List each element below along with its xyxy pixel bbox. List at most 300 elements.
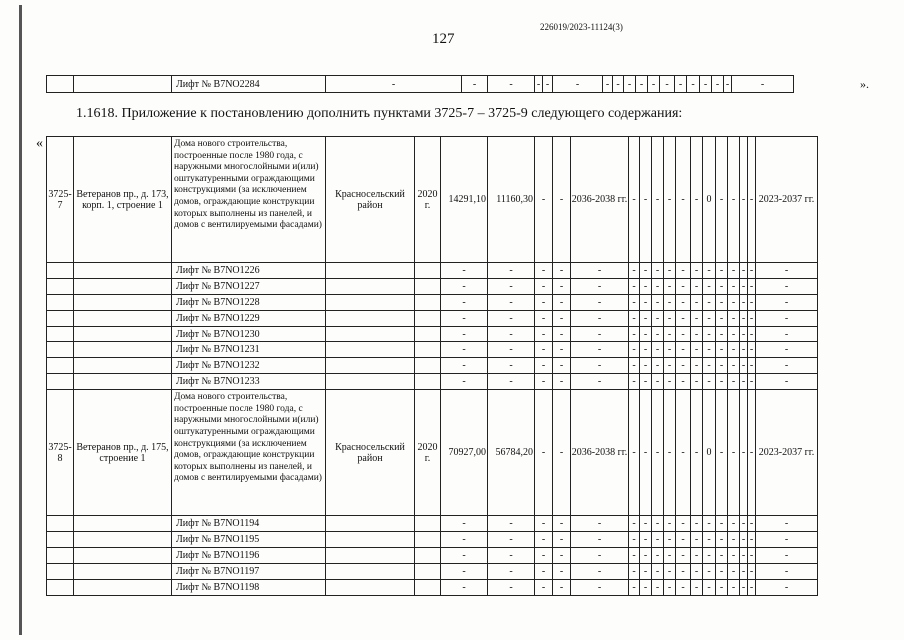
table-cell: - — [740, 342, 748, 358]
table-cell: - — [748, 516, 756, 532]
table-cell: - — [664, 278, 676, 294]
table-cell: - — [535, 516, 553, 532]
table-cell: - — [676, 137, 691, 263]
table-cell: - — [640, 326, 652, 342]
table-cell: - — [629, 532, 640, 548]
table-cell: - — [629, 374, 640, 390]
table-cell: - — [488, 278, 535, 294]
table-cell: - — [728, 532, 740, 548]
table-cell: - — [676, 547, 691, 563]
table-cell: - — [740, 310, 748, 326]
record-area-living: 56784,20 — [488, 390, 535, 516]
table-cell: - — [629, 263, 640, 279]
lift-row — [47, 532, 818, 548]
table-cell: - — [716, 563, 728, 579]
table-cell: - — [676, 579, 691, 595]
table-cell: - — [756, 579, 818, 595]
table-cell: - — [740, 326, 748, 342]
table-cell: - — [676, 278, 691, 294]
table-cell: - — [728, 310, 740, 326]
table-cell: - — [553, 278, 571, 294]
table-cell: - — [488, 263, 535, 279]
table-cell: - — [535, 137, 553, 263]
table-cell: - — [740, 137, 748, 263]
table-cell: - — [716, 390, 728, 516]
table-cell — [415, 547, 441, 563]
table-cell: - — [728, 563, 740, 579]
lift-row — [47, 516, 818, 532]
table-cell — [74, 263, 172, 279]
table-cell: - — [691, 358, 703, 374]
table-cell: - — [441, 358, 488, 374]
lift-row — [47, 547, 818, 563]
table-cell: - — [553, 342, 571, 358]
lift-label: Лифт № B7NO1196 — [172, 547, 326, 563]
table-cell — [326, 374, 415, 390]
table-cell: - — [691, 547, 703, 563]
lift-row — [47, 563, 818, 579]
table-cell: - — [728, 137, 740, 263]
table-cell: - — [488, 310, 535, 326]
table-cell: - — [676, 263, 691, 279]
table-cell: - — [703, 263, 716, 279]
lift-label: Лифт № B7NO1198 — [172, 579, 326, 595]
table-cell: - — [728, 294, 740, 310]
table-cell: - — [535, 547, 553, 563]
table-cell: - — [488, 358, 535, 374]
table-cell — [415, 263, 441, 279]
table-cell: - — [748, 374, 756, 390]
table-cell: - — [691, 390, 703, 516]
lift-row — [47, 326, 818, 342]
table-cell: - — [553, 137, 571, 263]
lift-row — [47, 579, 818, 595]
table-cell: - — [703, 532, 716, 548]
table-cell: - — [748, 263, 756, 279]
table-cell: - — [629, 563, 640, 579]
table-cell: - — [652, 294, 664, 310]
table-cell: - — [441, 263, 488, 279]
table-cell: - — [676, 532, 691, 548]
table-cell: - — [640, 137, 652, 263]
lift-label: Лифт № B7NO2284 — [172, 76, 326, 93]
table-cell: - — [676, 358, 691, 374]
table-cell: - — [716, 278, 728, 294]
table-cell: - — [728, 547, 740, 563]
table-cell — [74, 326, 172, 342]
table-cell: - — [691, 579, 703, 595]
table-cell: - — [553, 532, 571, 548]
table-cell: - — [535, 263, 553, 279]
table-cell: - — [716, 374, 728, 390]
table-cell: - — [756, 532, 818, 548]
table-cell: - — [535, 358, 553, 374]
table-cell: - — [691, 263, 703, 279]
table-cell: - — [664, 358, 676, 374]
lift-row — [47, 263, 818, 279]
table-cell: - — [748, 358, 756, 374]
table-cell: - — [571, 326, 629, 342]
table-cell: - — [748, 137, 756, 263]
table-cell: - — [629, 326, 640, 342]
table-cell: - — [441, 326, 488, 342]
table-cell: - — [553, 294, 571, 310]
table-cell: - — [748, 532, 756, 548]
lift-row — [47, 358, 818, 374]
table-cell — [47, 532, 74, 548]
table-cell: - — [664, 263, 676, 279]
record-area-living: 11160,30 — [488, 137, 535, 263]
table-cell: - — [553, 326, 571, 342]
table-cell — [326, 278, 415, 294]
table-cell: - — [488, 374, 535, 390]
table-cell: - — [748, 579, 756, 595]
table-cell: - — [748, 278, 756, 294]
table-cell: - — [740, 547, 748, 563]
table-cell: - — [703, 579, 716, 595]
table-cell: - — [756, 358, 818, 374]
table-cell: - — [640, 294, 652, 310]
table-cell: - — [629, 294, 640, 310]
table-cell: - — [629, 390, 640, 516]
lift-row — [47, 278, 818, 294]
table-cell — [47, 342, 74, 358]
table-cell — [47, 547, 74, 563]
page-number: 127 — [432, 31, 455, 47]
table-cell: - — [652, 374, 664, 390]
table-cell — [74, 342, 172, 358]
table-cell — [74, 374, 172, 390]
table-cell: - — [748, 294, 756, 310]
table-cell: - — [691, 278, 703, 294]
table-cell: - — [441, 532, 488, 548]
table-cell: - — [740, 374, 748, 390]
table-cell: - — [535, 326, 553, 342]
table-cell — [415, 374, 441, 390]
record-term: 2023-2037 гг. — [756, 390, 818, 516]
record-number: 3725-8 — [47, 390, 74, 516]
table-cell: - — [756, 278, 818, 294]
table-cell — [74, 547, 172, 563]
table-row — [47, 137, 818, 263]
table-cell — [47, 358, 74, 374]
table-cell: - — [488, 326, 535, 342]
lift-label: Лифт № B7NO1227 — [172, 278, 326, 294]
table-cell — [74, 516, 172, 532]
table-cell: - — [441, 278, 488, 294]
table-cell — [74, 563, 172, 579]
table-cell: - — [716, 310, 728, 326]
table-cell: - — [488, 516, 535, 532]
table-cell: - — [535, 563, 553, 579]
table-cell: - — [441, 563, 488, 579]
table-cell — [326, 310, 415, 326]
table-cell: - — [553, 358, 571, 374]
table-cell — [326, 516, 415, 532]
table-cell: - — [691, 342, 703, 358]
table-cell: - — [740, 516, 748, 532]
table-cell: - — [535, 310, 553, 326]
table-cell: - — [716, 263, 728, 279]
table-cell — [47, 579, 74, 595]
table-cell: - — [703, 310, 716, 326]
table-cell: - — [691, 310, 703, 326]
table-cell — [415, 532, 441, 548]
table-cell: - — [441, 547, 488, 563]
table-row: Лифт № B7NO2284 - - - - - - - - - - - - - - - - - - — [47, 76, 794, 93]
record-area-total: 70927,00 — [441, 390, 488, 516]
table-cell: - — [756, 516, 818, 532]
table-cell: - — [629, 579, 640, 595]
record-year: 2020 г. — [415, 137, 441, 263]
lift-row — [47, 342, 818, 358]
table-cell — [415, 294, 441, 310]
table-cell: - — [441, 374, 488, 390]
lift-row — [47, 310, 818, 326]
table-cell: - — [441, 310, 488, 326]
table-cell: - — [571, 532, 629, 548]
table-cell: - — [640, 563, 652, 579]
page-edge-rule — [19, 5, 22, 635]
table-cell: - — [691, 374, 703, 390]
table-cell: - — [716, 358, 728, 374]
table-cell — [326, 294, 415, 310]
table-cell: - — [652, 278, 664, 294]
table-cell: - — [703, 342, 716, 358]
table-cell — [47, 310, 74, 326]
table-cell: - — [756, 547, 818, 563]
table-cell: - — [740, 294, 748, 310]
table-cell: - — [703, 278, 716, 294]
table-cell: - — [640, 342, 652, 358]
table-cell: - — [728, 342, 740, 358]
table-cell: - — [740, 278, 748, 294]
table-cell: - — [676, 563, 691, 579]
table-cell: - — [664, 390, 676, 516]
table-cell: - — [664, 310, 676, 326]
table-cell — [47, 278, 74, 294]
table-cell — [326, 547, 415, 563]
table-cell: - — [652, 579, 664, 595]
table-cell: - — [748, 310, 756, 326]
table-cell: - — [571, 263, 629, 279]
table-cell: - — [691, 563, 703, 579]
record-district: Красносельский район — [326, 390, 415, 516]
table-cell — [74, 358, 172, 374]
table-cell — [415, 579, 441, 595]
table-cell: - — [703, 294, 716, 310]
table-cell — [326, 563, 415, 579]
record-address: Ветеранов пр., д. 175, строение 1 — [74, 390, 172, 516]
table-cell: - — [728, 358, 740, 374]
table-cell — [47, 516, 74, 532]
table-cell: - — [488, 532, 535, 548]
table-cell: - — [740, 579, 748, 595]
table-cell: - — [553, 579, 571, 595]
table-cell — [326, 358, 415, 374]
table-cell: - — [488, 579, 535, 595]
table-cell: - — [740, 263, 748, 279]
table-cell: - — [571, 516, 629, 532]
table-cell: - — [740, 563, 748, 579]
table-cell: - — [664, 137, 676, 263]
document-id: 226019/2023-11124(3) — [540, 22, 623, 32]
table-cell: - — [441, 579, 488, 595]
table-cell: - — [553, 374, 571, 390]
table-cell: - — [571, 310, 629, 326]
table-cell: - — [652, 326, 664, 342]
table-cell: - — [629, 358, 640, 374]
table-cell: 0 — [703, 390, 716, 516]
table-cell — [47, 563, 74, 579]
table-cell: - — [535, 390, 553, 516]
table-cell: - — [756, 563, 818, 579]
table-cell: - — [676, 342, 691, 358]
table-cell: - — [629, 137, 640, 263]
table-cell: - — [664, 547, 676, 563]
table-cell: - — [652, 563, 664, 579]
table-cell: - — [571, 358, 629, 374]
table-cell: - — [652, 516, 664, 532]
table-cell: - — [716, 532, 728, 548]
table-cell: - — [652, 390, 664, 516]
table-cell: - — [676, 326, 691, 342]
table-cell: - — [691, 516, 703, 532]
table-cell: - — [676, 390, 691, 516]
record-address: Ветеранов пр., д. 173, корп. 1, строение 1 — [74, 137, 172, 263]
lift-label: Лифт № B7NO1194 — [172, 516, 326, 532]
record-year: 2020 г. — [415, 390, 441, 516]
table-cell: - — [756, 294, 818, 310]
table-cell: - — [716, 137, 728, 263]
table-cell: - — [553, 263, 571, 279]
table-cell — [47, 263, 74, 279]
table-cell: 0 — [703, 137, 716, 263]
table-cell — [415, 278, 441, 294]
table-cell: - — [640, 263, 652, 279]
table-cell: - — [664, 563, 676, 579]
table-cell: - — [748, 547, 756, 563]
table-cell: - — [716, 516, 728, 532]
lift-label: Лифт № B7NO1197 — [172, 563, 326, 579]
table-cell: - — [553, 563, 571, 579]
table-cell: - — [652, 310, 664, 326]
table-cell: - — [716, 294, 728, 310]
table-cell: - — [664, 294, 676, 310]
table-cell: - — [728, 374, 740, 390]
table-cell: - — [571, 547, 629, 563]
table-cell: - — [716, 547, 728, 563]
table-cell — [47, 294, 74, 310]
table-cell: - — [728, 278, 740, 294]
table-cell: - — [676, 310, 691, 326]
previous-table-fragment — [46, 75, 794, 93]
table-cell: - — [640, 547, 652, 563]
opening-quote: « — [36, 136, 43, 151]
table-cell: - — [441, 342, 488, 358]
lift-row — [47, 374, 818, 390]
table-cell: - — [676, 516, 691, 532]
table-cell: - — [488, 547, 535, 563]
table-cell: - — [571, 563, 629, 579]
table-cell — [415, 516, 441, 532]
table-cell: - — [728, 326, 740, 342]
table-cell: - — [535, 579, 553, 595]
table-cell: - — [740, 390, 748, 516]
table-cell: - — [640, 358, 652, 374]
record-period: 2036-2038 гг. — [571, 390, 629, 516]
table-cell: - — [691, 532, 703, 548]
record-description: Дома нового строительства, построенные после 1980 года, с наружными многослойными и(или) оштукатуренными ограждающими конструкциями (за исключением домов, ограждающие конструкции которых выполнены из панелей, и домов с вентилируемыми фасадами) — [172, 137, 326, 263]
table-cell: - — [629, 278, 640, 294]
table-cell: - — [629, 310, 640, 326]
table-cell: - — [748, 342, 756, 358]
lift-label: Лифт № B7NO1231 — [172, 342, 326, 358]
table-cell — [415, 342, 441, 358]
table-cell: - — [553, 516, 571, 532]
table-cell: - — [756, 326, 818, 342]
table-cell — [74, 532, 172, 548]
table-cell — [415, 563, 441, 579]
table-cell: - — [640, 390, 652, 516]
lift-label: Лифт № B7NO1233 — [172, 374, 326, 390]
closing-quote: ». — [860, 77, 869, 91]
table-cell: - — [488, 294, 535, 310]
table-cell: - — [652, 342, 664, 358]
table-cell — [74, 294, 172, 310]
table-cell: - — [703, 374, 716, 390]
table-cell: - — [728, 263, 740, 279]
table-cell: - — [691, 137, 703, 263]
table-cell: - — [652, 137, 664, 263]
table-cell: - — [728, 390, 740, 516]
table-cell — [47, 326, 74, 342]
table-cell: - — [703, 516, 716, 532]
record-number: 3725-7 — [47, 137, 74, 263]
table-cell: - — [756, 263, 818, 279]
table-cell: - — [535, 532, 553, 548]
table-cell: - — [740, 532, 748, 548]
table-cell: - — [664, 579, 676, 595]
table-cell: - — [676, 374, 691, 390]
table-cell — [326, 326, 415, 342]
lift-label: Лифт № B7NO1230 — [172, 326, 326, 342]
table-cell: - — [640, 579, 652, 595]
table-cell — [415, 326, 441, 342]
table-cell — [326, 263, 415, 279]
record-district: Красносельский район — [326, 137, 415, 263]
table-cell: - — [740, 358, 748, 374]
table-cell — [47, 374, 74, 390]
table-cell: - — [535, 342, 553, 358]
table-cell: - — [748, 326, 756, 342]
table-cell: - — [640, 278, 652, 294]
table-cell: - — [640, 532, 652, 548]
table-cell: - — [571, 342, 629, 358]
record-term: 2023-2037 гг. — [756, 137, 818, 263]
table-cell: - — [664, 532, 676, 548]
table-cell — [326, 342, 415, 358]
table-cell: - — [748, 390, 756, 516]
table-cell — [74, 310, 172, 326]
table-cell: - — [652, 358, 664, 374]
table-cell: - — [629, 547, 640, 563]
table-cell: - — [716, 342, 728, 358]
table-cell: - — [629, 342, 640, 358]
table-cell: - — [571, 579, 629, 595]
table-cell — [74, 579, 172, 595]
table-cell: - — [571, 294, 629, 310]
